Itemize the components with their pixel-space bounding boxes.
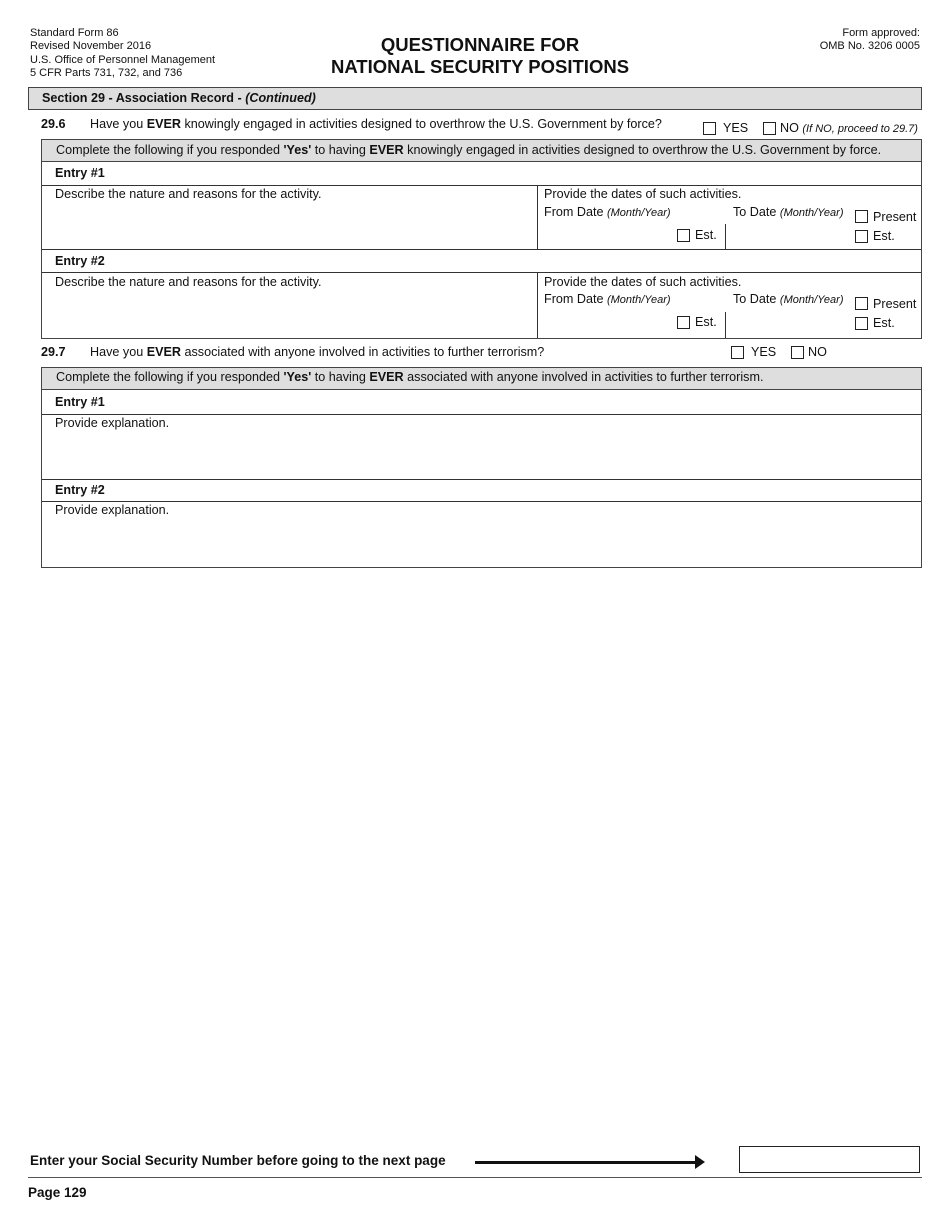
q296-instructions-bar [42,140,921,162]
q297-text-post: associated with anyone involved in activities to further terrorism? [181,345,545,359]
q297-instr-post: associated with anyone involved in activities to further terrorism. [403,370,764,384]
q296-no-label-group [780,121,918,137]
q297-no-checkbox[interactable] [791,346,804,359]
ssn-prompt: Enter your Social Security Number before going to the next page [30,1153,446,1168]
q296-entry-2-date-divider [725,312,726,338]
q296-entry-2-to-est-checkbox[interactable] [855,317,868,330]
arrow-right-icon [695,1155,705,1169]
q296-entry-1-label: Entry #1 [55,166,105,180]
form-agency: U.S. Office of Personnel Management [30,53,216,66]
q297-text-pre: Have you [90,345,147,359]
q296-instr-ever: EVER [369,143,404,157]
ssn-arrow-line [475,1161,697,1164]
q296-instructions [56,143,881,158]
form-revision: Revised November 2016 [30,40,152,53]
section-title [42,91,316,106]
q296-entry-1-col-divider [537,185,538,250]
q296-entry-2-from-est-label: Est. [695,315,717,329]
q297-instr-yes: 'Yes' [283,370,312,384]
form-number: Standard Form 86 [30,27,119,39]
q297-entry-1-divider [42,414,921,415]
q296-instr-yes: 'Yes' [283,143,312,157]
q296-entry-1-from-label: From Date [544,205,604,219]
q296-text-ever: EVER [146,117,181,131]
q297-instr-ever: EVER [369,370,404,384]
q296-entry-1-dates-label: Provide the dates of such activities. [544,187,742,201]
q296-no-note: (If NO, proceed to 29.7) [802,123,918,135]
q297-instructions-bar [42,368,921,390]
q297-entry-2-explanation[interactable]: Provide explanation. [55,503,170,517]
q296-entry-1-to-format: (Month/Year) [779,207,844,219]
section-title-text: Section 29 - Association Record - [42,91,246,105]
q296-entry-2-present-checkbox[interactable] [855,297,868,310]
q296-no-checkbox[interactable] [763,122,776,135]
q297-entry-2-divider [42,501,921,502]
q296-entry-1-divider [42,185,921,186]
q297-entry-1-label: Entry #1 [55,395,105,409]
q296-entry-2-from-format: (Month/Year) [606,294,671,306]
footer-rule [28,1177,922,1178]
q297-entry-1-explanation[interactable]: Provide explanation. [55,416,170,430]
q296-entry-1-present-checkbox[interactable] [855,210,868,223]
q296-entry-2-to-label: To Date [733,292,777,306]
q297-yes-checkbox[interactable] [731,346,744,359]
q297-instr-pre: Complete the following if you responded [56,370,284,384]
omb-number: OMB No. 3206 0005 [819,40,920,53]
q296-entry-2-to-date[interactable] [733,292,844,308]
q296-entries-block [41,139,922,339]
q296-entry-2-from-date[interactable] [544,292,671,308]
q296-instr-post: knowingly engaged in activities designed to overthrow the U.S. Government by force. [403,143,882,157]
q296-entry-1-date-divider [725,224,726,249]
q297-instr-mid: to having [311,370,370,384]
q296-entry-2-from-label: From Date [544,292,604,306]
q297-instructions [56,370,763,385]
form-identification [30,27,215,81]
q296-entry-1-from-est-checkbox[interactable] [677,229,690,242]
page-number: Page 129 [28,1185,87,1200]
q297-entry-2-label: Entry #2 [55,483,105,497]
q296-text-pre: Have you [90,117,147,131]
question-text-29-6 [90,117,662,132]
section-title-suffix: (Continued) [245,91,316,105]
q296-instr-mid: to having [311,143,370,157]
q296-entry-2-from-est-checkbox[interactable] [677,316,690,329]
form-title-line-1: QUESTIONNAIRE FOR [380,34,580,55]
q296-instr-pre: Complete the following if you responded [56,143,284,157]
q296-entry-1-from-format: (Month/Year) [606,207,671,219]
q296-entry-1-to-date[interactable] [733,205,844,221]
ssn-input[interactable] [739,1146,920,1173]
q296-entry-1-from-est-label: Est. [695,228,717,242]
form-title [280,34,680,78]
q296-yes-label: YES [723,121,749,135]
q297-text-ever: EVER [146,345,181,359]
q296-entry-2-divider [42,272,921,273]
q296-text-post: knowingly engaged in activities designed to overthrow the U.S. Government by force? [181,117,662,131]
form-title-line-2: NATIONAL SECURITY POSITIONS [330,56,630,77]
q297-entries-block [41,367,922,568]
q296-entry-1-describe[interactable]: Describe the nature and reasons for the activity. [55,187,322,201]
q296-entry-2-to-format: (Month/Year) [779,294,844,306]
q297-entry-1-bottom [42,479,921,480]
q296-entry-1-bottom [42,249,921,250]
q297-yes-label: YES [751,345,777,359]
q296-entry-1-present-label: Present [873,210,917,224]
q296-entry-1-from-date[interactable] [544,205,671,221]
question-number-29-6: 29.6 [41,117,66,131]
form-approved-label: Form approved: [842,27,920,39]
section-header [28,87,922,110]
form-approval [820,27,920,54]
question-text-29-7 [90,345,544,360]
form-regulation: 5 CFR Parts 731, 732, and 736 [30,67,183,80]
q297-no-label: NO [808,345,827,359]
q296-entry-1-to-est-checkbox[interactable] [855,230,868,243]
q296-entry-2-to-est-label: Est. [873,316,895,330]
q296-entry-2-col-divider [537,272,538,338]
q296-entry-1-to-label: To Date [733,205,777,219]
q296-entry-2-describe[interactable]: Describe the nature and reasons for the activity. [55,275,322,289]
q296-yes-checkbox[interactable] [703,122,716,135]
q296-entry-2-label: Entry #2 [55,254,105,268]
q296-entry-2-dates-label: Provide the dates of such activities. [544,275,742,289]
question-number-29-7: 29.7 [41,345,66,359]
q296-no-label: NO [780,121,799,135]
q296-entry-1-to-est-label: Est. [873,229,895,243]
q296-entry-2-present-label: Present [873,297,917,311]
